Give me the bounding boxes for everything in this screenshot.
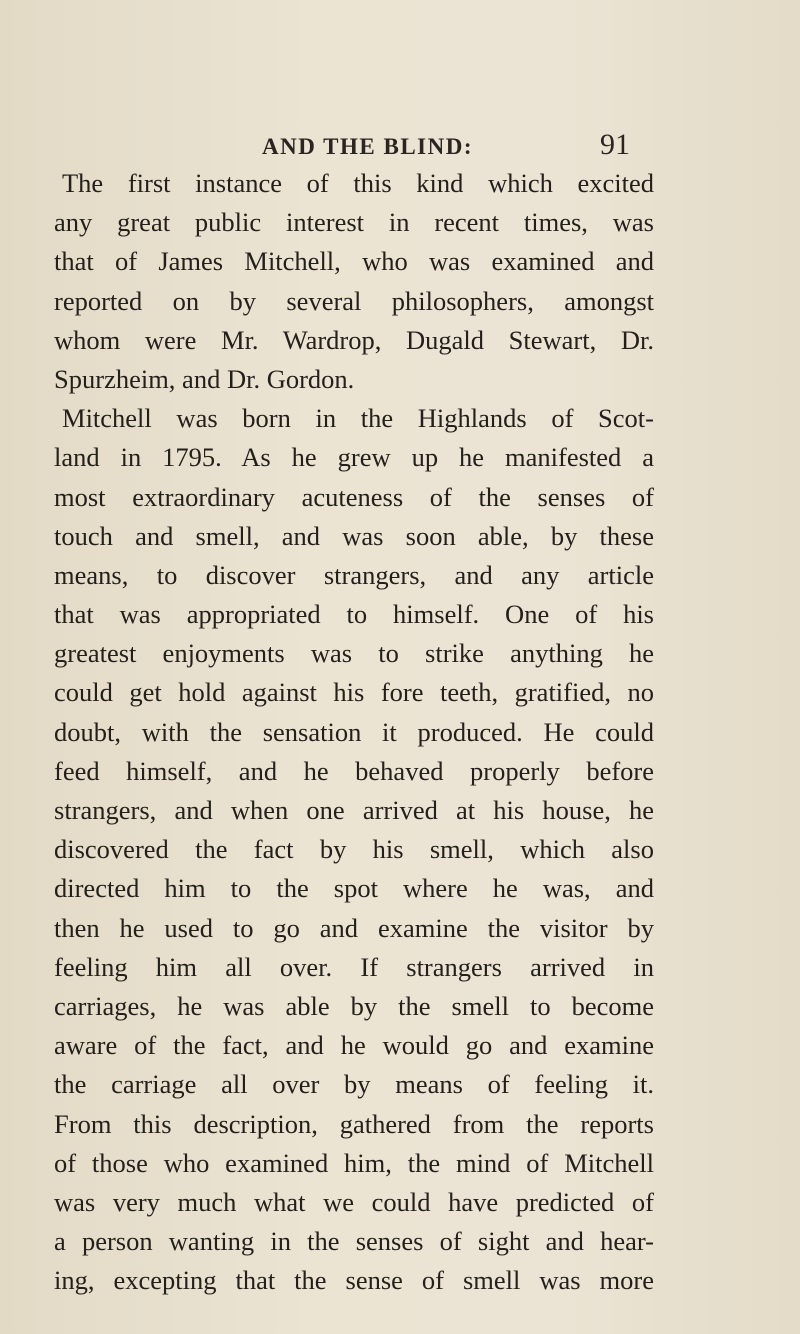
text-line: was very much what we could have predicted of bbox=[54, 1186, 654, 1217]
text-line: any great public interest in recent times, was bbox=[54, 207, 654, 238]
text-line: directed him to the spot where he was, and bbox=[54, 873, 654, 904]
text-line: discovered the fact by his smell, which also bbox=[54, 834, 654, 865]
text-line: reported on by several philosophers, amongst bbox=[54, 285, 654, 316]
body-text bbox=[54, 164, 654, 1300]
text-line: The first instance of this kind which excited bbox=[62, 168, 654, 198]
text-line: Spurzheim, and Dr. Gordon. bbox=[54, 363, 355, 394]
running-head bbox=[0, 128, 800, 168]
text-line: aware of the fact, and he would go and examine bbox=[54, 1030, 654, 1061]
text-line: Mitchell was born in the Highlands of Scot- bbox=[62, 403, 654, 434]
text-line: could get hold against his fore teeth, gratified, no bbox=[54, 677, 654, 708]
text-line: that of James Mitchell, who was examined and bbox=[54, 246, 654, 277]
text-line: land in 1795. As he grew up he manifested a bbox=[54, 442, 654, 473]
text-line: ing, excepting that the sense of smell was more bbox=[54, 1265, 654, 1296]
text-line: the carriage all over by means of feeling it. bbox=[54, 1069, 654, 1100]
text-line: then he used to go and examine the visitor by bbox=[54, 912, 654, 943]
page-number: 91 bbox=[600, 128, 630, 161]
text-line: feeling him all over. If strangers arrived in bbox=[54, 951, 654, 982]
text-line: carriages, he was able by the smell to become bbox=[54, 990, 654, 1021]
text-line: greatest enjoyments was to strike anything he bbox=[54, 638, 654, 669]
text-line: strangers, and when one arrived at his house, he bbox=[54, 795, 654, 825]
text-line: doubt, with the sensation it produced. He could bbox=[54, 716, 654, 747]
text-line: From this description, gathered from the reports bbox=[54, 1108, 654, 1139]
text-line: touch and smell, and was soon able, by these bbox=[54, 520, 654, 551]
text-line: most extraordinary acuteness of the senses of bbox=[54, 481, 654, 512]
text-line: that was appropriated to himself. One of his bbox=[54, 599, 654, 630]
text-line: of those who examined him, the mind of Mitchell bbox=[54, 1147, 654, 1178]
text-line: whom were Mr. Wardrop, Dugald Stewart, Dr. bbox=[54, 324, 654, 355]
running-title: AND THE BLIND: bbox=[262, 134, 473, 159]
text-line: feed himself, and he behaved properly before bbox=[54, 755, 654, 786]
text-line: means, to discover strangers, and any article bbox=[54, 559, 654, 590]
text-line: a person wanting in the senses of sight and hear- bbox=[54, 1226, 654, 1257]
